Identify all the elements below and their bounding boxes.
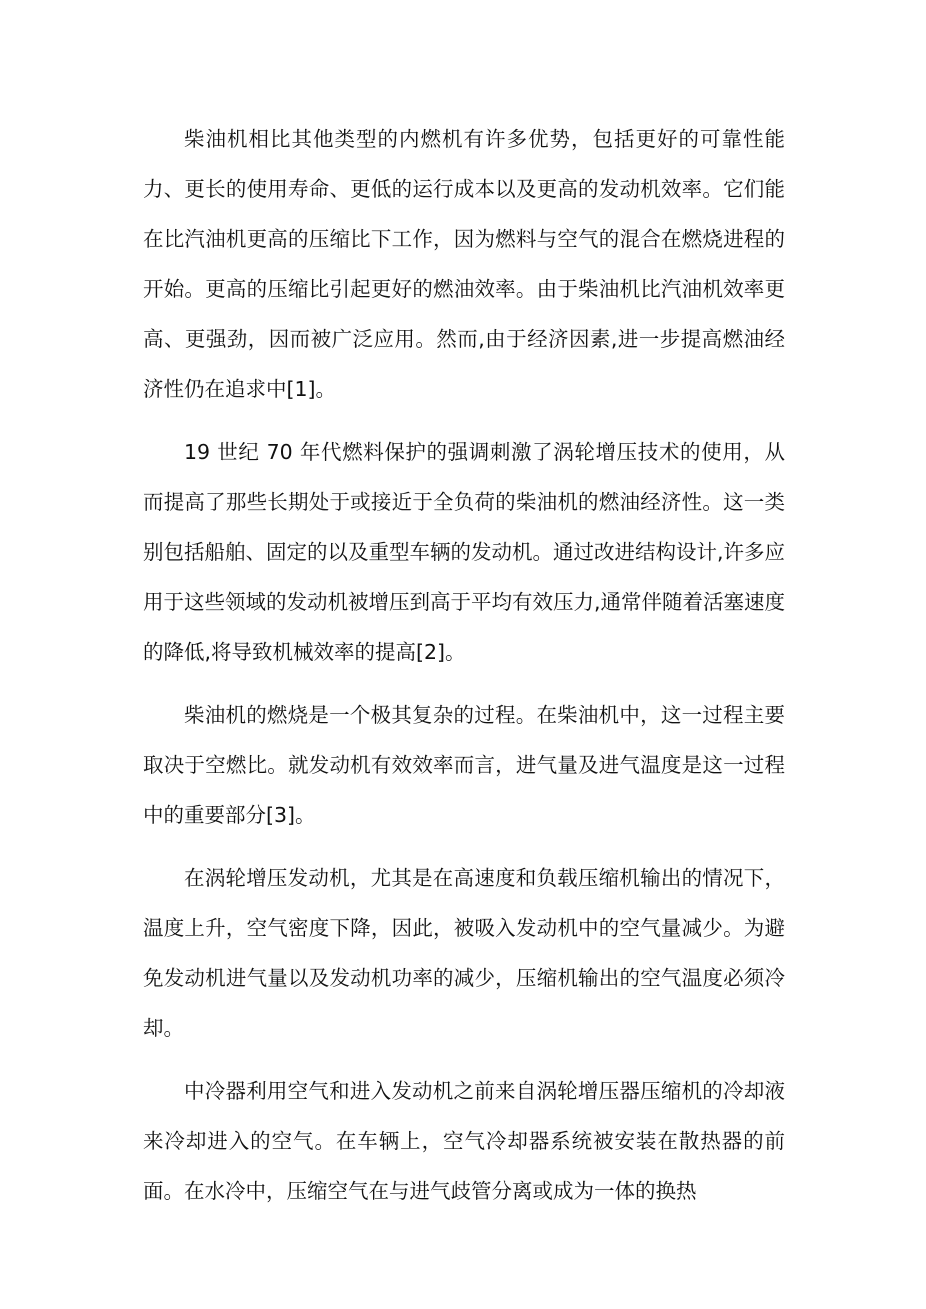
- paragraph-2: 19 世纪 70 年代燃料保护的强调刺激了涡轮增压技术的使用，从而提高了那些长期处于或接近于全负荷的柴油机的燃油经济性。这一类别包括船舶、固定的以及重型车辆的发动机。通过改进结构设计,许多应用于这些领域的发动机被增压到高于平均有效压力,通常伴随着活塞速度的降低,将导致机械效率的提高[2]。: [143, 440, 786, 664]
- paragraph-5: 中冷器利用空气和进入发动机之前来自涡轮增压器压缩机的冷却液来冷却进入的空气。在车辆上，空气冷却器系统被安装在散热器的前面。在水冷中，压缩空气在与进气歧管分离或成为一体的换热: [143, 1079, 785, 1203]
- document-body: [143, 114, 785, 1229]
- paragraph-4: 在涡轮增压发动机，尤其是在高速度和负载压缩机输出的情况下，温度上升，空气密度下降，因此，被吸入发动机中的空气量减少。为避免发动机进气量以及发动机功率的减少，压缩机输出的空气温度必须冷却。: [143, 866, 785, 1040]
- paragraph-1: 柴油机相比其他类型的内燃机有许多优势，包括更好的可靠性能力、更长的使用寿命、更低的运行成本以及更高的发动机效率。它们能在比汽油机更高的压缩比下工作，因为燃料与空气的混合在燃烧进程的开始。更高的压缩比引起更好的燃油效率。由于柴油机比汽油机效率更高、更强劲，因而被广泛应用。然而,由于经济因素,进一步提高燃油经济性仍在追求中[1]。: [143, 127, 785, 401]
- paragraph-3: 柴油机的燃烧是一个极其复杂的过程。在柴油机中，这一过程主要取决于空燃比。就发动机有效效率而言，进气量及进气温度是这一过程中的重要部分[3]。: [143, 703, 785, 827]
